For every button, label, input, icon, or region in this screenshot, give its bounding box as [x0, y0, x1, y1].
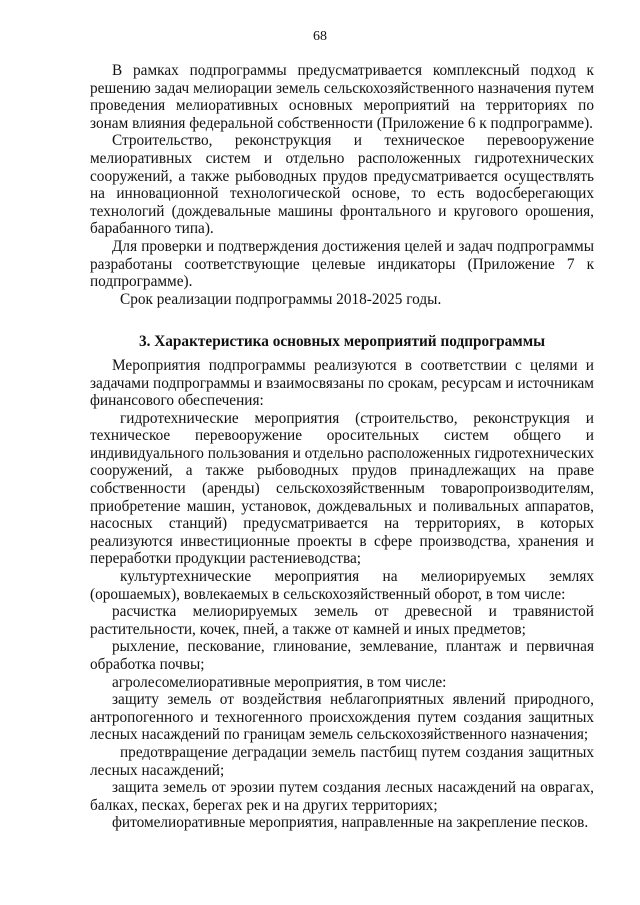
list-item: рыхление, пескование, глинование, землевание, плантаж и первичная обработка почвы; — [90, 638, 594, 673]
paragraph: Срок реализации подпрограммы 2018-2025 годы. — [120, 290, 442, 308]
paragraph: Для проверки и подтверждения достижения целей и задач подпрограммы разработаны соответствующие целевые индикаторы (Приложение 7 к подпрограмме). — [90, 237, 594, 291]
list-item: агролесомелиоративные мероприятия, в том числе: — [112, 673, 447, 691]
list-item: фитомелиоративные мероприятия, направленные на закрепление песков. — [112, 814, 589, 832]
page-number: 68 — [313, 29, 327, 44]
list-item: предотвращение деградации земель пастбищ путем создания защитных лесных насаждений; — [90, 743, 594, 779]
paragraph: Мероприятия подпрограммы реализуются в соответствии с целями и задачами подпрограммы и взаимосвязаны по срокам, ресурсам и источникам финансового обеспечения: — [90, 356, 594, 410]
document-body — [90, 62, 594, 832]
list-item: культуртехнические мероприятия на мелиорируемых землях (орошаемых), вовлекаемых в сельскохозяйственный оборот, в том числе: — [90, 568, 594, 603]
list-item: защита земель от эрозии путем создания лесных насаждений на оврагах, балках, песках, берегах рек и на других территориях; — [90, 779, 594, 814]
list-item: расчистка мелиорируемых земель от древесной и травянистой растительности, кочек, пней, а также от камней и иных предметов; — [90, 603, 594, 638]
paragraph: Строительство, реконструкция и техническое перевооружение мелиоративных систем и отдельно расположенных гидротехнических сооружений, а также рыбоводных прудов предусматривается осуществлять на инновационной технологической основе, то есть водосберегающих технологий (дождевальные машины фронтального и кругового орошения, барабанного типа). — [90, 132, 594, 238]
section-heading: 3. Характеристика основных мероприятий подпрограммы — [138, 333, 546, 351]
list-item: защиту земель от воздействия неблагоприятных явлений природного, антропогенного и техногенного происхождения путем создания защитных лесных насаждений по границам земель сельскохозяйственного назначения; — [90, 691, 594, 744]
paragraph: В рамках подпрограммы предусматривается комплексный подход к решению задач мелиорации земель сельскохозяйственного назначения путем проведения мелиоративных основных мероприятий на территориях по зонам влияния федеральной собственности (Приложение 6 к подпрограмме). — [90, 62, 594, 132]
list-item: гидротехнические мероприятия (строительство, реконструкция и техническое перевооружение оросительных систем общего и индивидуального пользования и отдельно расположенных гидротехнических сооружений, а также рыбоводных прудов принадлежащих на праве собственности (аренды) сельскохозяйственным товаропроизводителям, приобретение машин, установок, дождевальных и поливальных аппаратов, насосных станций) предусматривается на территориях, в которых реализуются инвестиционные проекты в сфере производства, хранения и переработки продукции растениеводства; — [90, 409, 594, 568]
